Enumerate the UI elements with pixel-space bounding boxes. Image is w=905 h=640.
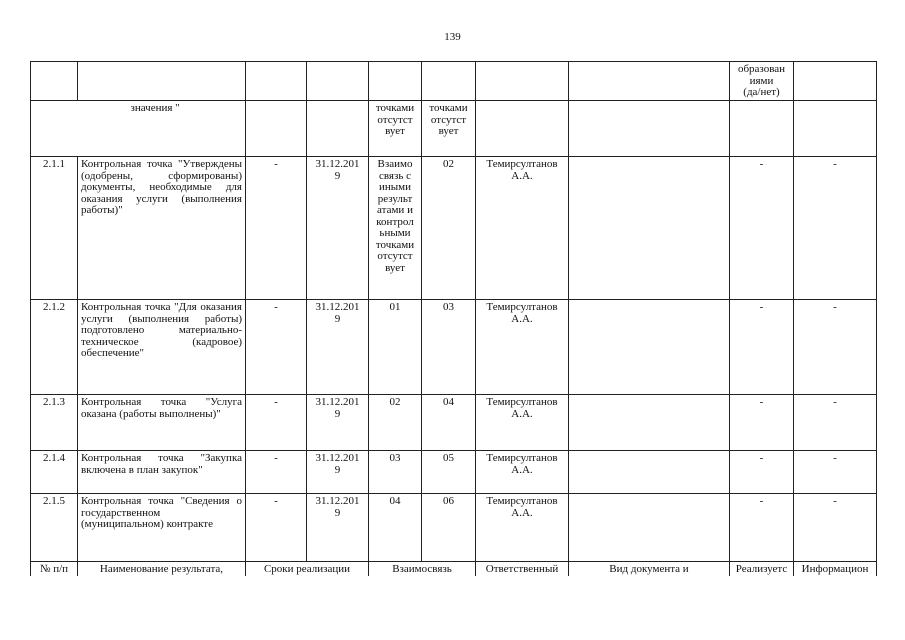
- footer-header-name: Наименование результата,: [78, 562, 246, 576]
- row-prev: 01: [369, 300, 422, 395]
- row-doc: [569, 157, 730, 300]
- row-implemented: -: [730, 157, 794, 300]
- row-end: 31.12.201 9: [307, 451, 369, 494]
- repeated-header-row: [31, 562, 877, 576]
- footer-header-terms: Сроки реализации: [246, 562, 369, 576]
- row-info: -: [794, 395, 877, 451]
- row-responsible: Темирсултанов А.А.: [476, 494, 569, 562]
- footer-header-doc: Вид документа и: [569, 562, 730, 576]
- table-row: [31, 395, 877, 451]
- row-number: 2.1.2: [31, 300, 78, 395]
- row-implemented: -: [730, 395, 794, 451]
- row-number: 2.1.3: [31, 395, 78, 451]
- row-doc: [569, 451, 730, 494]
- page-number: 139: [444, 31, 461, 43]
- row-start: -: [246, 451, 307, 494]
- row-next: 04: [422, 395, 476, 451]
- row-end: 31.12.201 9: [307, 494, 369, 562]
- row-start: -: [246, 494, 307, 562]
- row-name: Контрольная точка "Сведения о государственном (муниципальном) контракте: [78, 494, 246, 562]
- row-info: -: [794, 300, 877, 395]
- row-info: -: [794, 157, 877, 300]
- header-result-name-continued: значения ": [130, 102, 180, 114]
- row-doc: [569, 300, 730, 395]
- table-row: [31, 451, 877, 494]
- row-number: 2.1.4: [31, 451, 78, 494]
- row-next: 03: [422, 300, 476, 395]
- row-responsible: Темирсултанов А.А.: [476, 300, 569, 395]
- row-implemented: -: [730, 494, 794, 562]
- row-next: 05: [422, 451, 476, 494]
- row-start: -: [246, 157, 307, 300]
- row-info: -: [794, 451, 877, 494]
- row-end: 31.12.201 9: [307, 300, 369, 395]
- row-end: 31.12.201 9: [307, 395, 369, 451]
- header-implemented-continued: образован иями (да/нет): [730, 62, 794, 101]
- row-responsible: Темирсултанов А.А.: [476, 395, 569, 451]
- footer-header-num: № п/п: [31, 562, 78, 576]
- footer-header-link: Взаимосвязь: [369, 562, 476, 576]
- row-next: 06: [422, 494, 476, 562]
- row-info: -: [794, 494, 877, 562]
- row-implemented: -: [730, 300, 794, 395]
- header-next-continued: точками отсутст вует: [422, 101, 476, 157]
- row-prev: 03: [369, 451, 422, 494]
- table-row: [31, 157, 877, 300]
- footer-header-implemented: Реализуетс: [730, 562, 794, 576]
- row-name: Контрольная точка "Закупка включена в план закупок": [78, 451, 246, 494]
- row-start: -: [246, 300, 307, 395]
- row-doc: [569, 494, 730, 562]
- header-subrow: [31, 101, 877, 157]
- row-next: 02: [422, 157, 476, 300]
- row-number: 2.1.1: [31, 157, 78, 300]
- header-fragment-row: [31, 62, 877, 101]
- row-prev: Взаимо связь с иными результ атами и контрол ьными точками отсутст вует: [369, 157, 422, 300]
- row-responsible: Темирсултанов А.А.: [476, 157, 569, 300]
- control-points-table: [30, 61, 877, 576]
- row-name: Контрольная точка "Услуга оказана (работы выполнены)": [78, 395, 246, 451]
- row-number: 2.1.5: [31, 494, 78, 562]
- row-prev: 04: [369, 494, 422, 562]
- footer-header-responsible: Ответственный: [476, 562, 569, 576]
- row-responsible: Темирсултанов А.А.: [476, 451, 569, 494]
- footer-header-info: Информацион: [794, 562, 877, 576]
- row-implemented: -: [730, 451, 794, 494]
- table-row: [31, 300, 877, 395]
- row-end: 31.12.201 9: [307, 157, 369, 300]
- row-name: Контрольная точка "Для оказания услуги (выполнения работы) подготовлено материально-техническое (кадровое) обеспечение": [78, 300, 246, 395]
- row-doc: [569, 395, 730, 451]
- header-prev-continued: точками отсутст вует: [369, 101, 422, 157]
- row-prev: 02: [369, 395, 422, 451]
- row-name: Контрольная точка "Утверждены (одобрены, сформированы) документы, необходимые для оказания услуги (выполнения работы)": [78, 157, 246, 300]
- row-start: -: [246, 395, 307, 451]
- table-row: [31, 494, 877, 562]
